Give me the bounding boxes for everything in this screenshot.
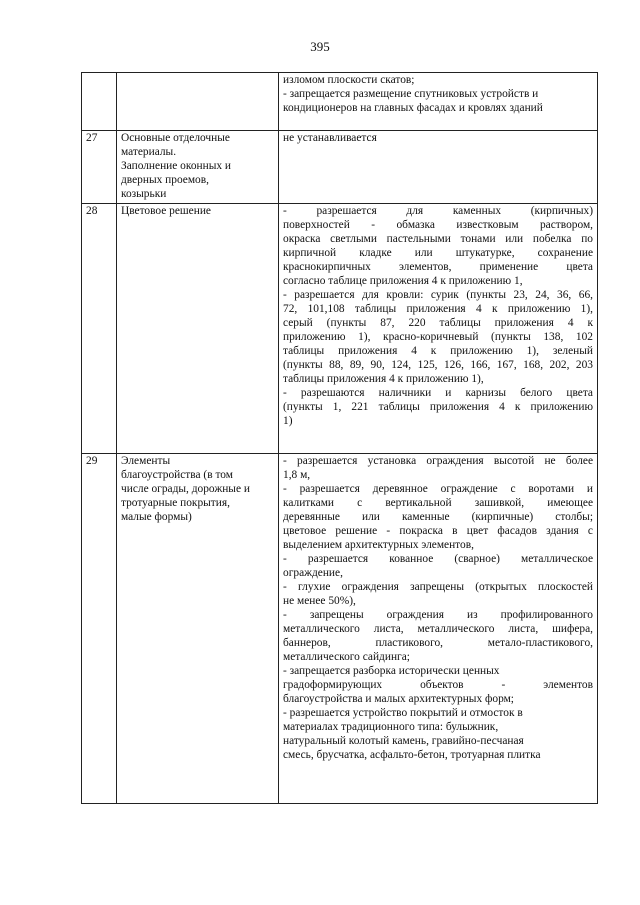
requirement-text <box>279 204 598 454</box>
page-number: 395 <box>310 39 330 54</box>
row-number: 28 <box>82 204 117 454</box>
text-line: материалах традиционного типа: булыжник, <box>283 721 499 733</box>
text-line: не менее 50%), <box>283 595 356 607</box>
text-line: калитками с вертикальной зашивкой, имеющее <box>283 497 593 509</box>
text-line: - запрещены ограждения из профилированного <box>283 609 593 621</box>
text-line: кирпичной кладке или штукатурке, сохранение <box>283 247 593 259</box>
element-name <box>117 454 279 804</box>
table-row <box>82 204 598 454</box>
text-line: - разрешается для каменных (кирпичных) <box>283 205 593 217</box>
text-line: - запрещается размещение спутниковых устройств и <box>283 88 539 100</box>
text-line: согласно таблице приложения 4 к приложению 1, <box>283 275 523 287</box>
table-row <box>82 73 598 131</box>
text-line: малые формы) <box>121 511 192 523</box>
text-line: тротуарные покрытия, <box>121 497 230 509</box>
table-row <box>82 131 598 204</box>
text-line: выделением архитектурных элементов, <box>283 539 474 551</box>
text-line: деревянные или каменные (кирпичные) столбы; <box>283 511 593 523</box>
text-line: - разрешается для кровли: сурик (пункты 23, 24, 36, 66, <box>283 289 593 301</box>
text-line: натуральный колотый камень, гравийно-песчаная <box>283 735 524 747</box>
requirements-table <box>81 72 598 804</box>
element-name <box>117 131 279 204</box>
table-row <box>82 454 598 804</box>
text-line: - запрещается разборка исторически ценных <box>283 665 500 677</box>
text-line: металлического листа, металлического листа, шифера, <box>283 623 593 635</box>
text-line: градоформирующих объектов - элементов <box>283 679 593 691</box>
text-line: не устанавливается <box>283 132 377 144</box>
text-line: ограждение, <box>283 567 343 579</box>
text-line: смесь, брусчатка, асфальто-бетон, тротуарная плитка <box>283 749 541 761</box>
text-line: кондиционеров на главных фасадах и кровлях зданий <box>283 102 543 114</box>
text-line: благоустройства (в том <box>121 469 233 481</box>
text-line: - разрешается кованное (сварное) металлическое <box>283 553 593 565</box>
requirement-text <box>279 131 598 204</box>
text-line: - разрешаются наличники и карнизы белого цвета <box>283 387 593 399</box>
text-line: цветовое решение - покраска в цвет фасадов здания с <box>283 525 593 537</box>
text-line: Элементы <box>121 455 171 467</box>
text-line: 1,8 м, <box>283 469 311 481</box>
text-line: баннеров, пластикового, метало-пластикового, <box>283 637 593 649</box>
row-number: 29 <box>82 454 117 804</box>
text-line: - разрешается деревянное ограждение с воротами и <box>283 483 593 495</box>
element-name <box>117 204 279 454</box>
text-line: Цветовое решение <box>121 205 211 217</box>
text-line: - разрешается устройство покрытий и отмосток в <box>283 707 523 719</box>
requirement-text <box>279 454 598 804</box>
text-line: серый (пункты 87, 220 таблицы приложения 4 к <box>283 317 593 329</box>
text-line: приложению 1), красно-коричневый (пункты 138, 102 <box>283 331 593 343</box>
text-line: металлического сайдинга; <box>283 651 410 663</box>
row-number: 27 <box>82 131 117 204</box>
text-line: (пункты 1, 221 таблицы приложения 4 к приложению <box>283 401 593 413</box>
text-line: Заполнение оконных и <box>121 160 232 172</box>
text-line: окраска светлыми пастельными тонами или побелка по <box>283 233 593 245</box>
text-line: Основные отделочные <box>121 132 230 144</box>
text-line: материалы. <box>121 146 177 158</box>
text-line: - разрешается установка ограждения высотой не более <box>283 455 593 467</box>
row-number <box>82 73 117 131</box>
text-line: (пункты 88, 89, 90, 124, 125, 126, 166, 167, 168, 202, 203 <box>283 359 593 371</box>
text-line: изломом плоскости скатов; <box>283 74 415 86</box>
requirement-text <box>279 73 598 131</box>
text-line: таблицы приложения 4 к приложению 1), <box>283 373 484 385</box>
text-line: - глухие ограждения запрещены (открытых плоскостей <box>283 581 593 593</box>
text-line: поверхностей - обмазка известковым раствором, <box>283 219 593 231</box>
text-line: числе ограды, дорожные и <box>121 483 250 495</box>
text-line: козырьки <box>121 188 167 200</box>
text-line: дверных проемов, <box>121 174 209 186</box>
text-line: краснокирпичных элементов, применение цвета <box>283 261 593 273</box>
text-line: таблицы приложения 4 к приложению 1), зеленый <box>283 345 593 357</box>
element-name <box>117 73 279 131</box>
text-line: 1) <box>283 415 293 427</box>
text-line: благоустройства и малых архитектурных форм; <box>283 693 514 705</box>
text-line: 72, 101,108 таблицы приложения 4 к приложению 1), <box>283 303 593 315</box>
